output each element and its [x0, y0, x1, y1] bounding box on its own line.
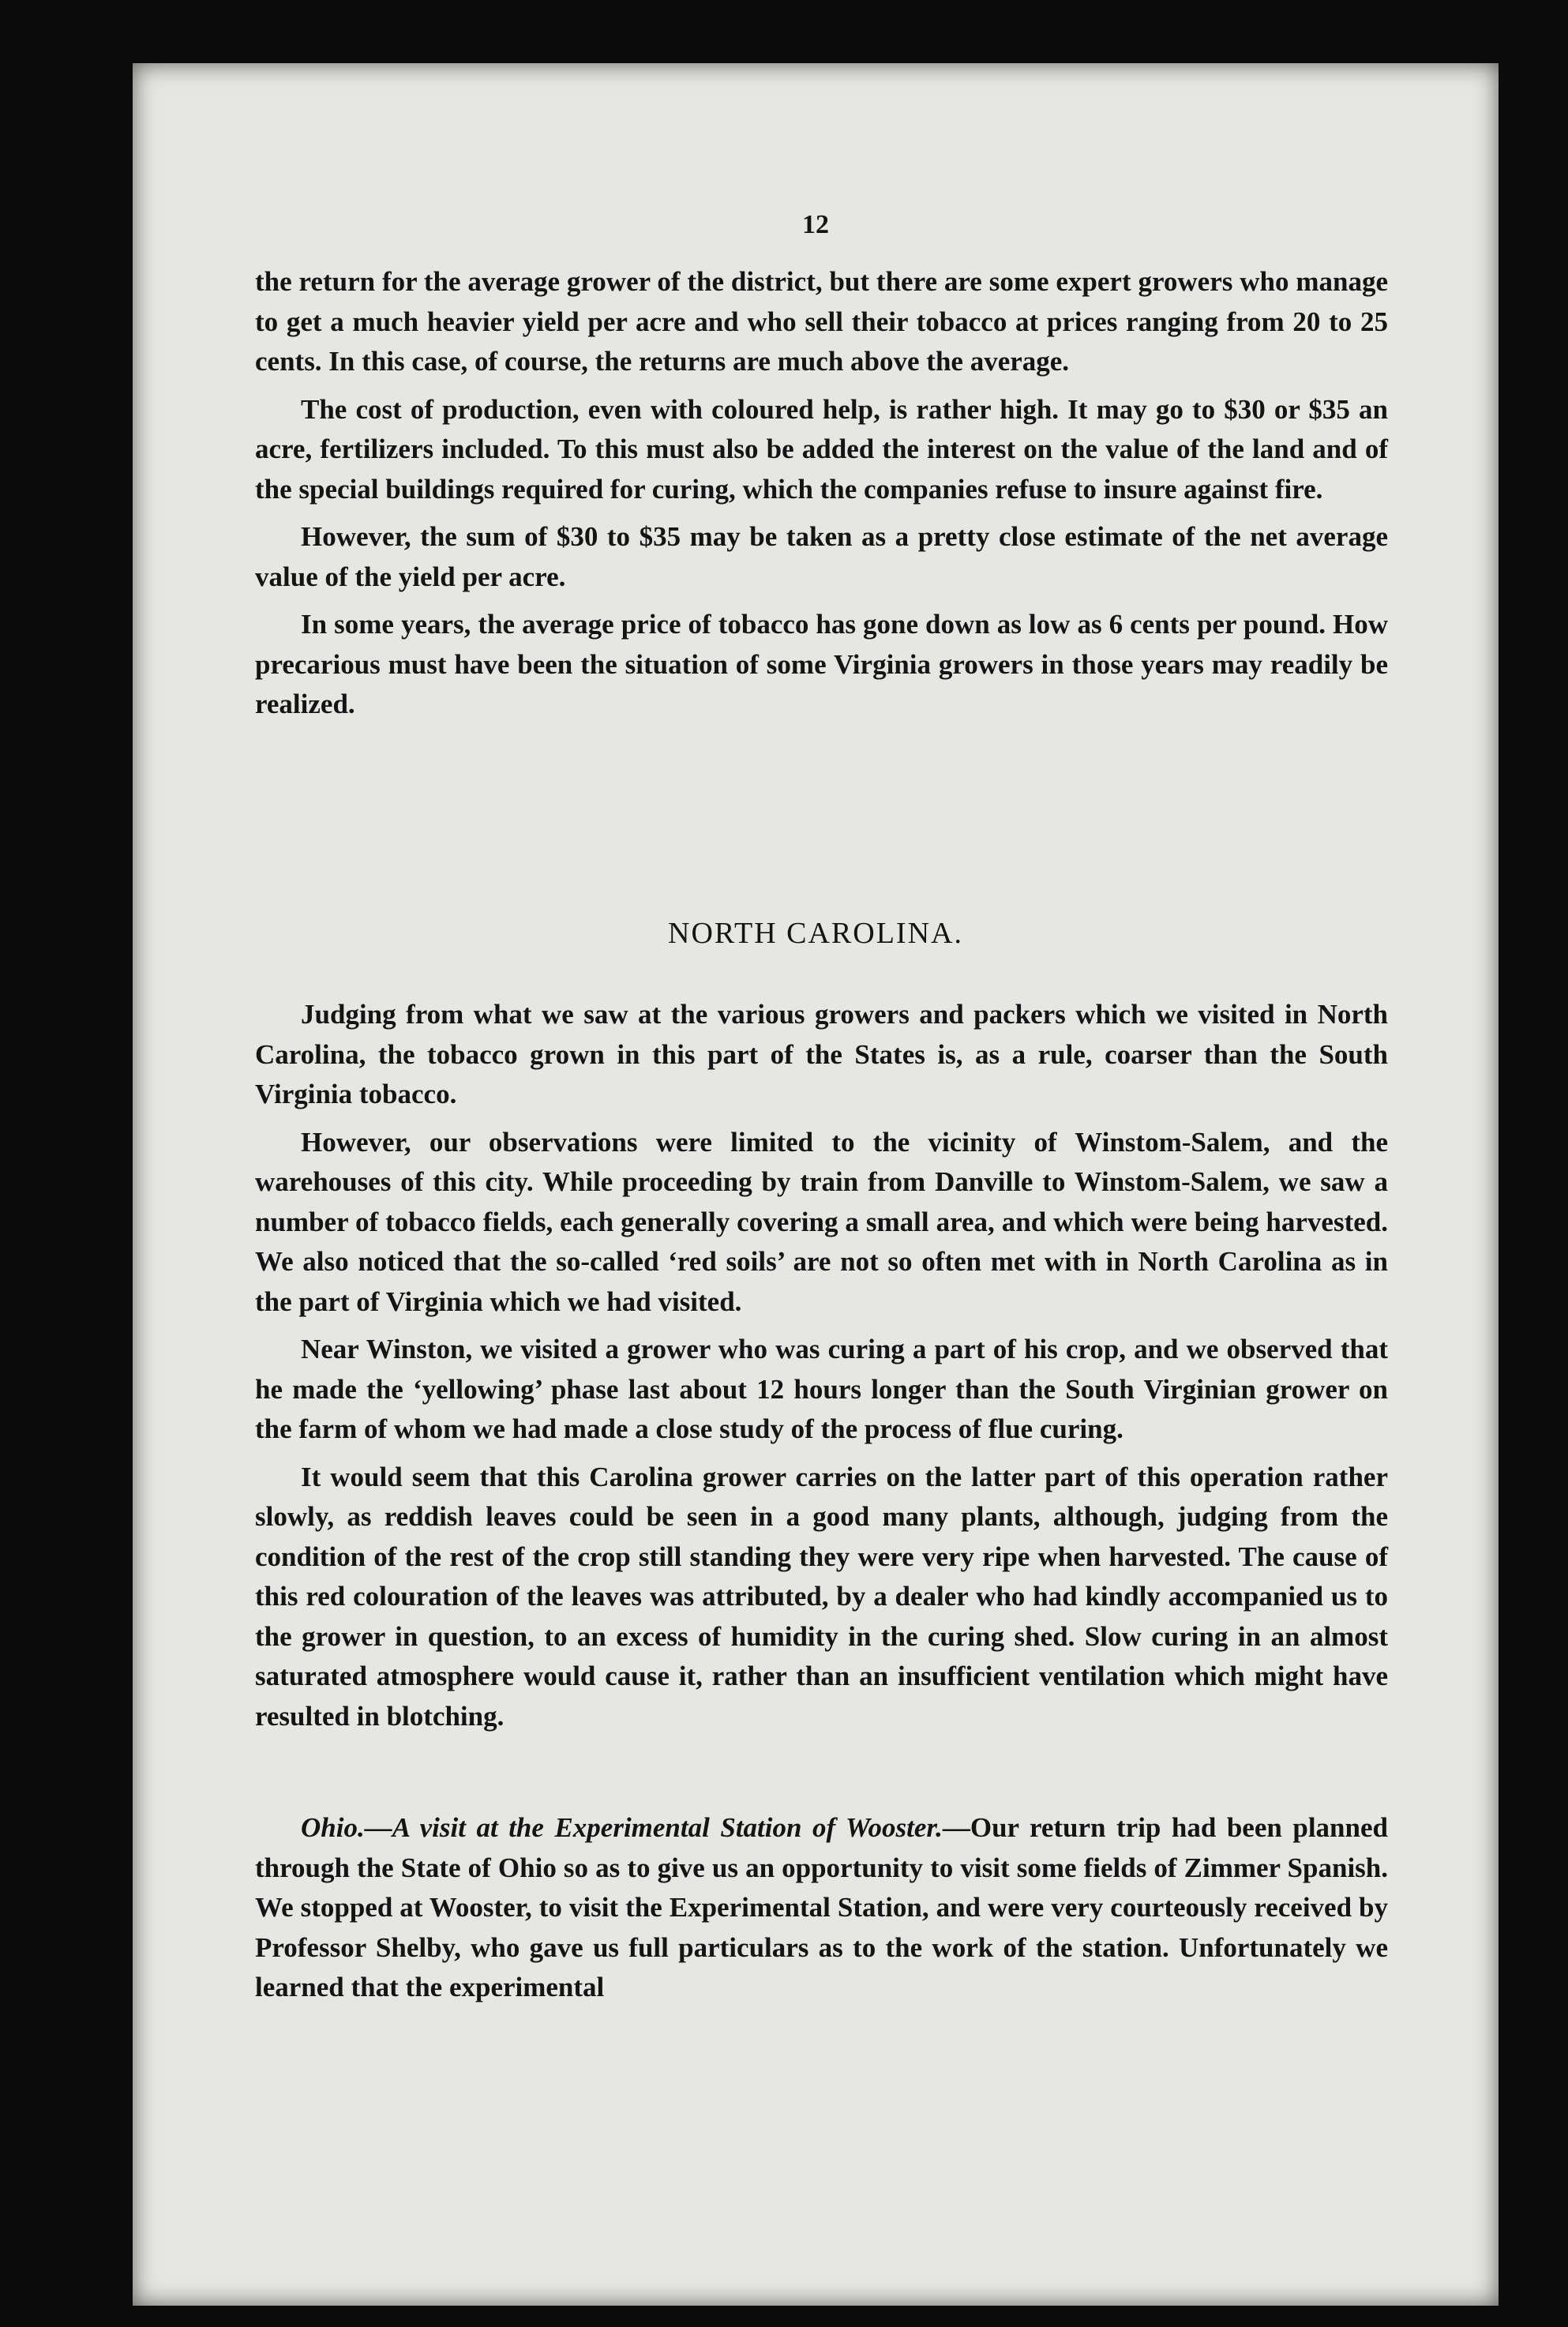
page-number: 12 — [802, 210, 829, 239]
subheading-italic: Ohio.—A visit at the Experimental Station of Wooster. — [301, 1812, 943, 1843]
paragraph: However, the sum of $30 to $35 may be taken as a pretty close estimate of the net average value of the yield per acre. — [255, 521, 1388, 592]
document-page — [133, 63, 1499, 2306]
paragraph: The cost of production, even with coloured help, is rather high. It may go to $30 or $35 an acre, fertilizers included. To this must also be added the interest on the value of the land and of the special buildings required for curing, which the companies refuse to insure against fire. — [255, 393, 1388, 505]
section-north-carolina — [255, 995, 1388, 1744]
section-ohio — [255, 1808, 1388, 2016]
paragraph-text: —Our return trip had been planned through the State of Ohio so as to give us an opportunity to visit some fields of Zimmer Spanish. We stopped at Wooster, to visit the Experimental Station, and were very courteously received by Professor Shelby, who gave us full particulars as to the work of the station. Unfortunately we learned that the experimental — [255, 1812, 1388, 2002]
paragraph: However, our observations were limited to the vicinity of Winstom-Salem, and the warehouses of this city. While proceeding by train from Danville to Winstom-Salem, we saw a number of tobacco fields, each generally covering a small area, and which were being harvested. We also noticed that the so-called ‘red soils’ are not so often met with in North Carolina as in the part of Virginia which we had visited. — [255, 1126, 1388, 1317]
paragraph: Near Winston, we visited a grower who was curing a part of his crop, and we observed that he made the ‘yellowing’ phase last about 12 hours longer than the South Virginian grower on the farm of whom we had made a close study of the process of flue curing. — [255, 1334, 1388, 1444]
paragraph: In some years, the average price of tobacco has gone down as low as 6 cents per pound. How precarious must have been the situation of some Virginia growers in those years may readily be realized. — [255, 609, 1388, 719]
paragraph — [255, 1808, 1388, 2008]
section-heading: NORTH CAROLINA. — [668, 917, 963, 950]
paragraph: Judging from what we saw at the various growers and packers which we visited in North Carolina, the tobacco grown in this part of the States is, as a rule, coarser than the South Virginia tobacco. — [255, 999, 1388, 1109]
section-virginia-returns — [255, 262, 1388, 733]
paragraph: It would seem that this Carolina grower carries on the latter part of this operation rather slowly, as reddish leaves could be seen in a good many plants, although, judging from the condition of the rest of the crop still standing they were very ripe when harvested. The cause of this red colouration of the leaves was attributed, by a dealer who had kindly accompanied us to the grower in question, to an excess of humidity in the curing shed. Slow curing in an almost saturated atmosphere would cause it, rather than an insufficient ventilation which might have resulted in blotching. — [255, 1461, 1388, 1732]
paragraph: the return for the average grower of the district, but there are some expert growers who manage to get a much heavier yield per acre and who sell their tobacco at prices ranging from 20 to 25 cents. In this case, of course, the returns are much above the average. — [255, 266, 1388, 377]
